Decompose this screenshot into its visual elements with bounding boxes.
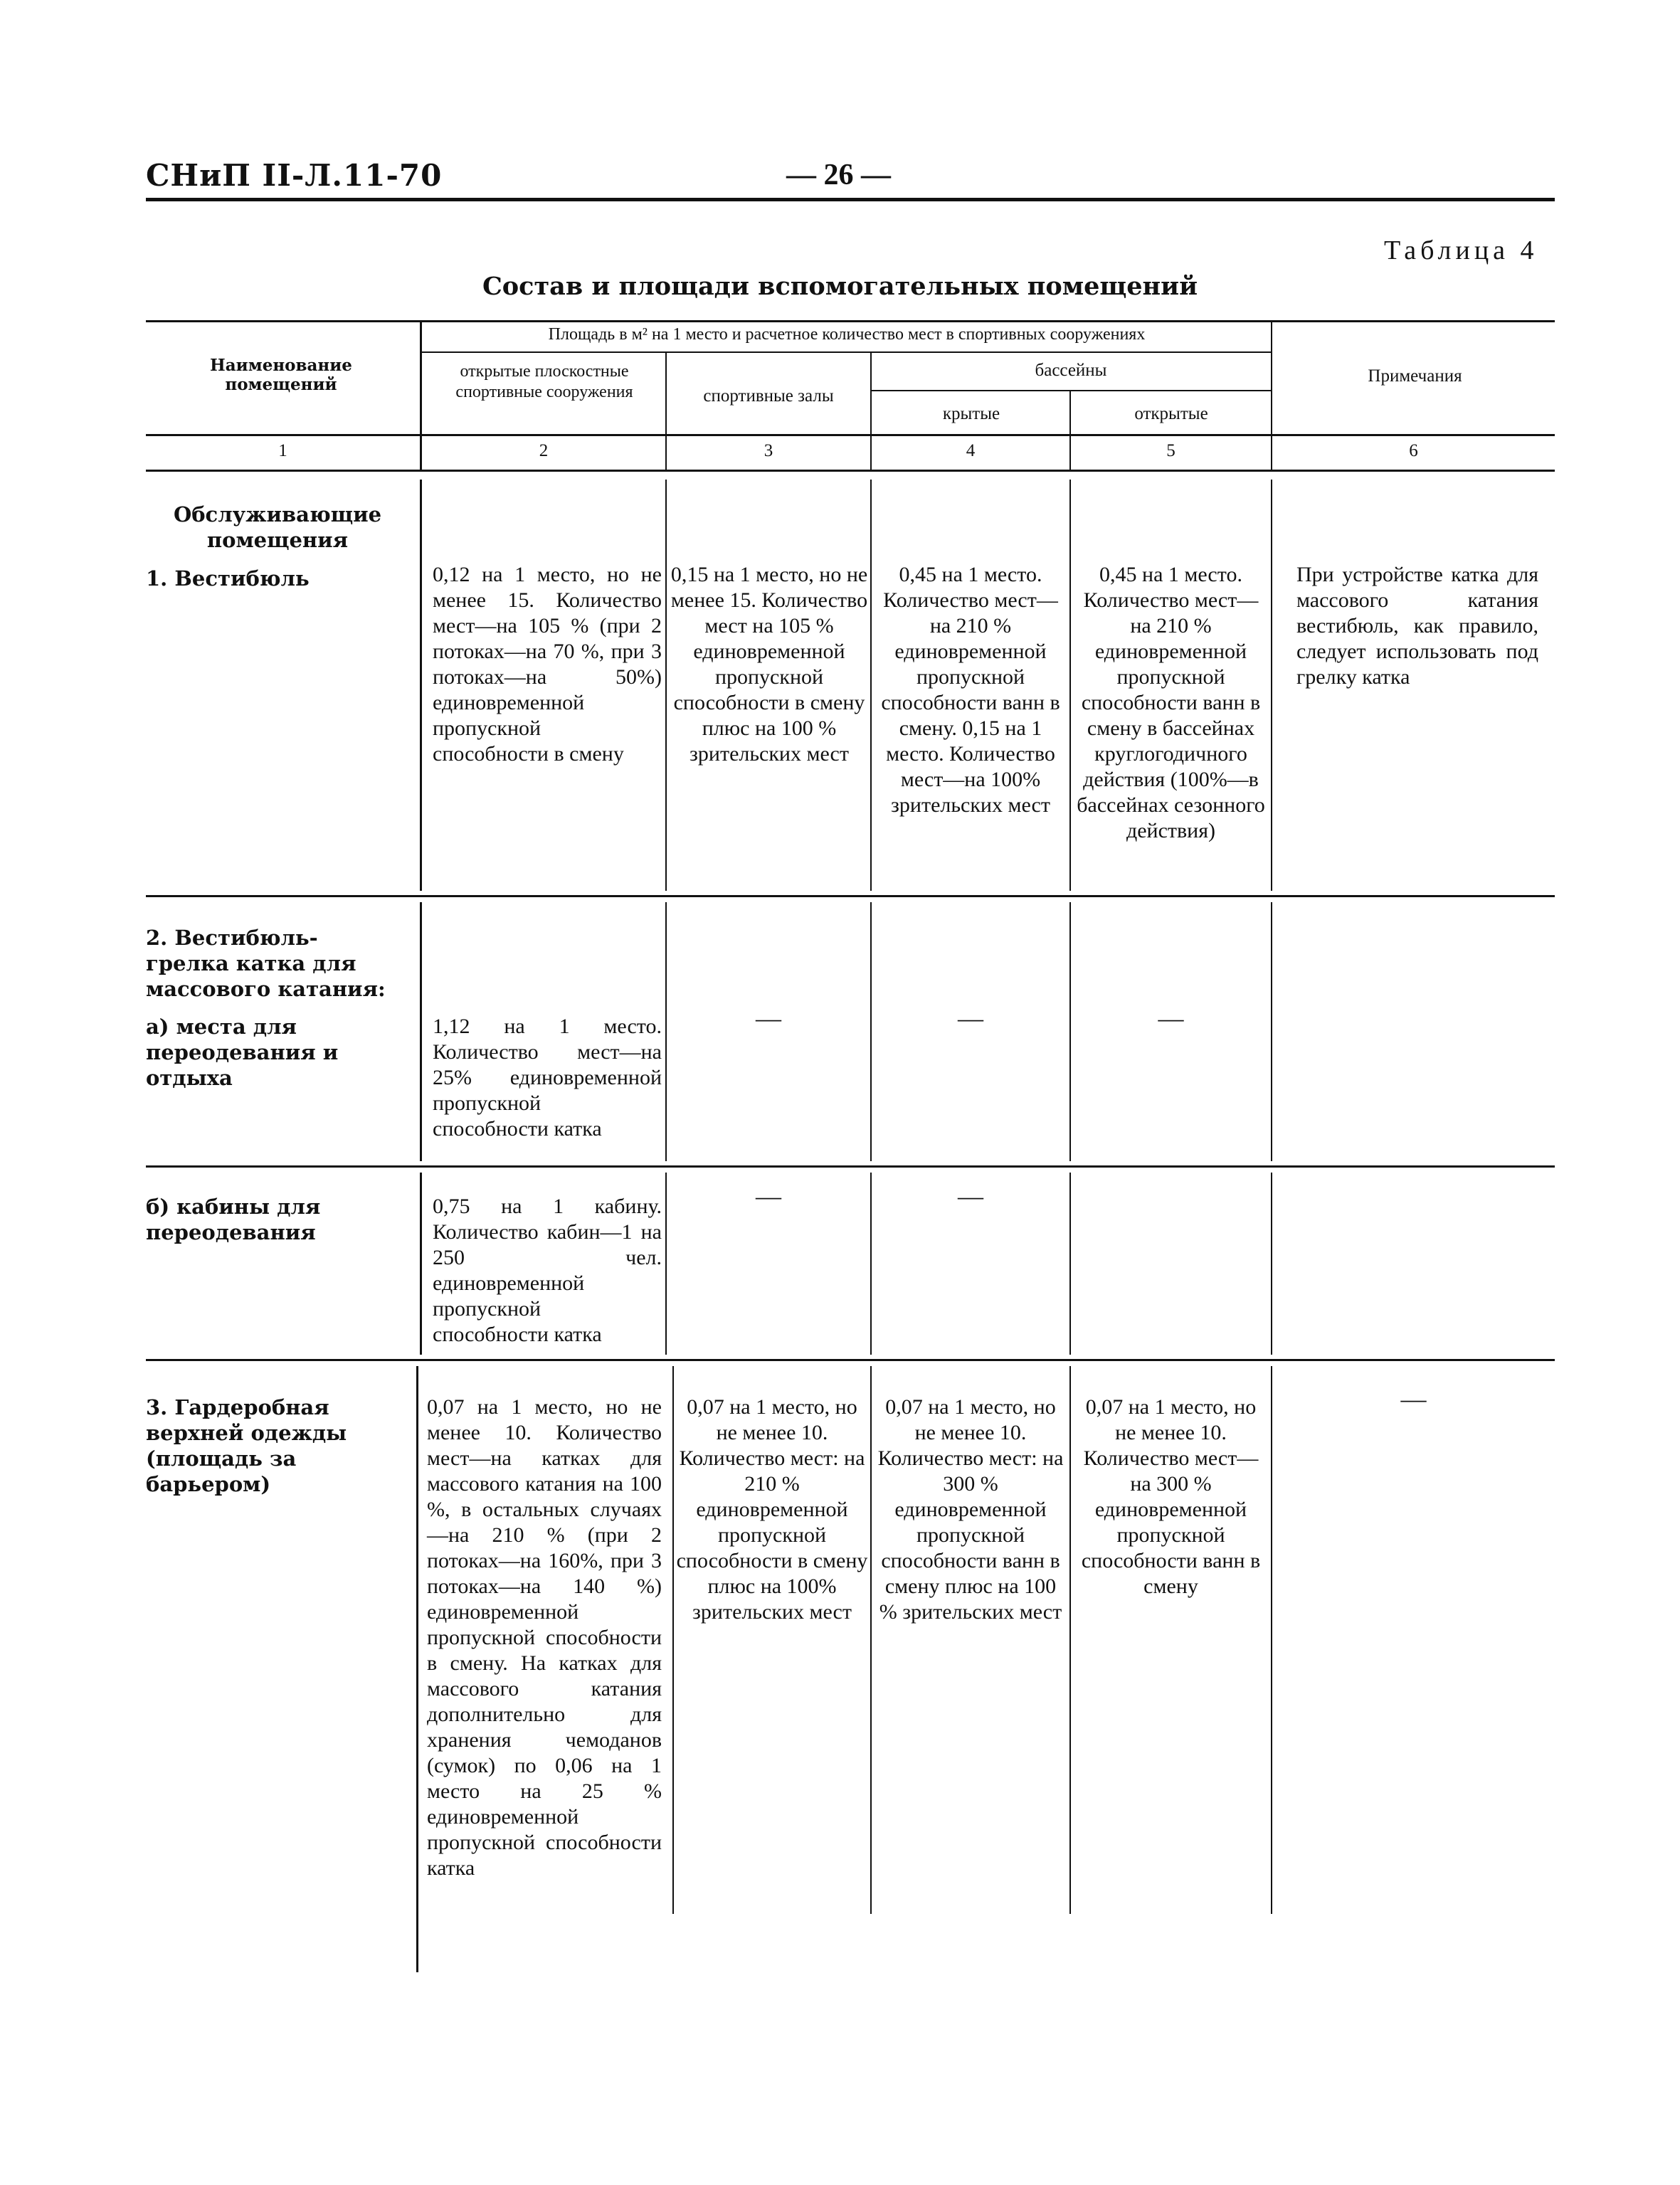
row2-pools-open: — — [1158, 1004, 1184, 1032]
row2-open-flat: 1,12 на 1 место. Количество мест—на 25% единовременной пропускной способности катка — [433, 1015, 662, 1141]
column-number-5: 5 — [1166, 441, 1176, 460]
header-pools: бассейны — [1035, 361, 1107, 380]
area-group-rule — [421, 351, 1272, 353]
column-number-2: 2 — [539, 441, 549, 460]
section-title: Обслуживающие помещения — [173, 502, 382, 552]
row2-divider-1 — [420, 902, 422, 1161]
header-halls: спортивные залы — [703, 386, 834, 406]
row4-open-flat: 0,07 на 1 место, но не менее 10. Количество мест—на катках для массового катания на 100 %, в остальных случаях—на 210 % (при 2 потоках—на 160%, при 3 потоках—на 140 %) единовременной пропускной способности в смену. На катках для массового катания дополнительно для хранения чемоданов (сумок) по 0,06 на 1 место на 25 % единовременной пропускной способности катка — [427, 1395, 662, 1880]
column-number-4: 4 — [966, 441, 976, 460]
header-area-group: Площадь в м² на 1 место и расчетное количество мест в спортивных сооружениях — [548, 325, 1146, 344]
row1-divider-4 — [1069, 480, 1071, 891]
row3-divider-1 — [420, 1173, 422, 1355]
row2-sub-name: а) места для переодевания и отдыха — [146, 1015, 339, 1090]
header-pools-open: открытые — [1134, 404, 1208, 423]
header-open-flat: открытые плоскостные спортивные сооружения — [455, 362, 633, 401]
row4-pools-covered: 0,07 на 1 место, но не менее 10. Количество мест: на 300 % единовременной пропускной способности ванн в смену плюс на 100 % зрительских мест — [877, 1395, 1064, 1624]
row4-divider-2 — [672, 1366, 674, 1914]
row1-divider-5 — [1271, 480, 1272, 891]
row3-pools-covered: — — [958, 1182, 983, 1210]
row1-halls: 0,15 на 1 место, но не менее 15. Количество мест на 105 % единовременной пропускной способности в смену плюс на 100 % зрительских мест — [670, 563, 868, 766]
page-number: — 26 — — [786, 159, 891, 191]
row4-divider-4 — [1069, 1366, 1071, 1914]
row4-pools-open: 0,07 на 1 место, но не менее 10. Количество мест—на 300 % единовременной пропускной способности ванн в смену — [1081, 1395, 1261, 1598]
row3-halls: — — [756, 1182, 781, 1210]
column-number-3: 3 — [764, 441, 773, 460]
table-top-rule — [146, 320, 1555, 322]
header-name-column: Наименование помещений — [210, 356, 352, 394]
row1-divider-2 — [665, 480, 667, 891]
row3-name: б) кабины для переодевания — [146, 1195, 321, 1244]
row1-bottom-rule — [146, 895, 1555, 897]
header-rule — [146, 198, 1555, 201]
row3-divider-4 — [1069, 1173, 1071, 1355]
column-number-1: 1 — [278, 441, 287, 460]
row1-open-flat: 0,12 на 1 место, но не менее 15. Количество мест—на 105 % (при 2 потоках—на 70 %, при 3 потоках—на 50%) единовременной пропускной способности в смену — [433, 563, 662, 766]
row2-name: 2. Вестибюль-грелка катка для массового катания: — [146, 926, 386, 1001]
row4-name: 3. Гардеробная верхней одежды (площадь за барьером) — [146, 1395, 347, 1496]
row1-divider-3 — [870, 480, 872, 891]
column-number-6: 6 — [1409, 441, 1418, 460]
row2-bottom-rule — [146, 1165, 1555, 1168]
row1-pools-covered: 0,45 на 1 место. Количество мест—на 210 % единовременной пропускной способности ванн в смену. 0,15 на 1 место. Количество мест—на 100% зрительских мест — [881, 563, 1060, 817]
row4-notes: — — [1400, 1385, 1427, 1413]
header-bottom-rule — [146, 434, 1555, 436]
row2-halls: — — [756, 1004, 781, 1032]
row3-bottom-rule — [146, 1359, 1555, 1361]
row1-notes: При устройстве катка для массового катания вестибюль, как правило, следует использовать под грелку катка — [1296, 563, 1538, 689]
row4-divider-3 — [870, 1366, 872, 1914]
numbers-bottom-rule — [146, 470, 1555, 472]
header-pools-covered: крытые — [942, 404, 1000, 423]
row4-divider-1 — [416, 1366, 418, 1972]
row2-divider-5 — [1271, 902, 1272, 1161]
row3-open-flat: 0,75 на 1 кабину. Количество кабин—1 на 250 чел. единовременной пропускной способности катка — [433, 1195, 662, 1346]
row4-halls: 0,07 на 1 место, но не менее 10. Количество мест: на 210 % единовременной пропускной способности в смену плюс на 100% зрительских мест — [676, 1395, 868, 1624]
row1-name: 1. Вестибюль — [146, 566, 310, 591]
row1-divider-1 — [420, 480, 422, 891]
row4-divider-5 — [1271, 1366, 1272, 1914]
row1-pools-open: 0,45 на 1 место. Количество мест—на 210 % единовременной пропускной способности ванн в смену в бассейнах круглогодичного действия (100%—в бассейнах сезонного действия) — [1077, 563, 1265, 842]
table-title: Состав и площади вспомогательных помещений — [482, 272, 1198, 301]
row3-divider-5 — [1271, 1173, 1272, 1355]
pools-rule — [872, 390, 1272, 391]
header-notes: Примечания — [1368, 366, 1462, 386]
row2-pools-covered: — — [958, 1004, 983, 1032]
document-code: СНиП II-Л.11-70 — [146, 158, 443, 193]
table-label: Таблица 4 — [1384, 236, 1538, 265]
